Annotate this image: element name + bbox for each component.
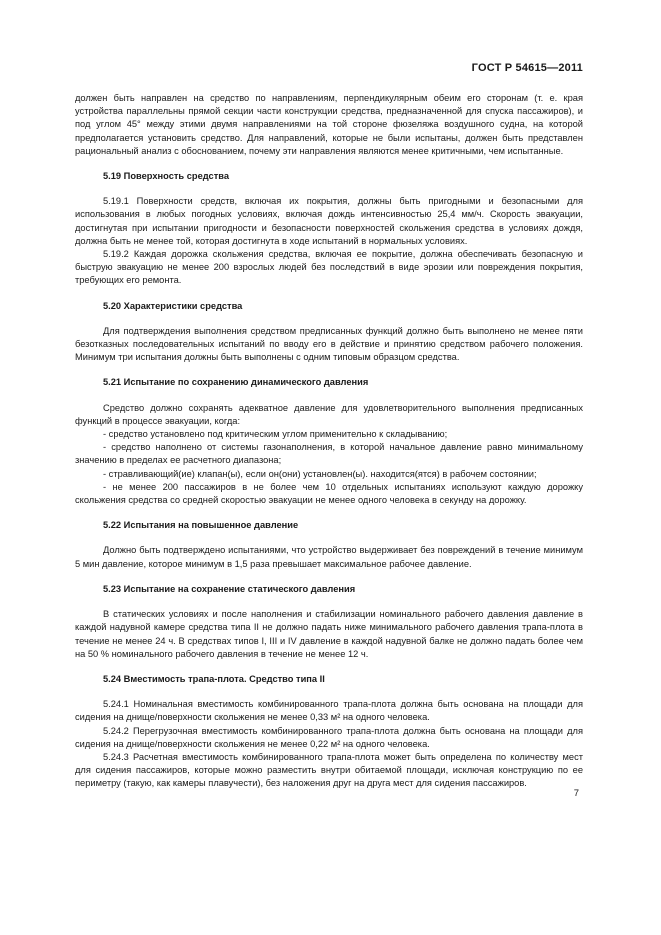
section-title: 5.21 Испытание по сохранению динамического давления — [103, 377, 369, 388]
document-body — [75, 92, 583, 791]
paragraph: 5.19.1 Поверхности средств, включая их покрытия, должны быть пригодными и безопасными для использования в любых погодных условиях, включая дождь интенсивностью 25,4 мм/ч. Скорость эвакуации, достигнутая при испытании пригодности и безопасности поверхностей скольжения средства в условиях дождя, должна быть не менее той, которая достигнута в ходе испытаний в нормальных условиях. — [75, 196, 583, 246]
paragraph: 5.24.1 Номинальная вместимость комбинированного трапа-плота должна быть основана на площади для сидения на днище/поверхности скольжения не менее 0,33 м² на одного человека. — [75, 699, 583, 723]
section-5-23 — [75, 583, 583, 661]
standard-header: ГОСТ Р 54615—2011 — [471, 62, 583, 74]
section-title: 5.20 Характеристики средства — [103, 300, 243, 311]
section-5-20 — [75, 300, 583, 365]
page-number: 7 — [573, 788, 579, 799]
section-title: 5.22 Испытания на повышенное давление — [103, 520, 299, 531]
paragraph: Должно быть подтверждено испытаниями, что устройство выдерживает без повреждений в течение минимум 5 мин давление, которое минимум в 1,5 раза превышает максимальное рабочее давление. — [75, 545, 583, 569]
list-item: - средство наполнено от системы газонаполнения, в которой начальное давление равно минимальному значению в пределах ее расчетного диапазона; — [75, 442, 583, 466]
paragraph: Для подтверждения выполнения средством предписанных функций должно быть выполнено не менее пяти безотказных последовательных испытаний по вводу его в действие и принятию средством рабочего положения. Минимум три испытания должны быть выполнены с одним типовым образцом средства. — [75, 325, 583, 363]
section-5-21 — [75, 376, 583, 507]
paragraph: 5.24.2 Перегрузочная вместимость комбинированного трапа-плота должна быть основана на площади для сидения на днище/поверхности скольжения не менее 0,22 м² на одного человека. — [75, 725, 583, 749]
paragraph: Средство должно сохранять адекватное давление для удовлетворительного выполнения предписанных функций в процессе эвакуации, когда: — [75, 402, 583, 426]
section-title: 5.19 Поверхность средства — [103, 171, 230, 182]
paragraph: 5.19.2 Каждая дорожка скольжения средства, включая ее покрытие, должна обеспечивать безопасную и быструю эвакуацию не менее 200 взрослых людей без последствий в виде эрозии или повреждения покрытия, требующих его ремонта. — [75, 249, 583, 286]
list-item: - средство установлено под критическим углом применительно к складыванию; — [103, 429, 448, 440]
intro-paragraph: должен быть направлен на средство по направлениям, перпендикулярным обеим его сторонам (т. е. края устройства параллельны прямой секции части конструкции средства, предназначенной для спуска пассажиров), и под углом 45° между этими двумя направлениями на той стороне фюзеляжа воздушного судна, на которой предполагается установить средство. Для направлений, которые не были испытаны, должен быть представлен рациональный анализ с обоснованием, почему эти направления являются менее критичными, чем испытанные. — [75, 93, 583, 156]
list-item: - стравливающий(ие) клапан(ы), если он(они) установлен(ы). находится(ятся) в рабочем состоянии; — [103, 468, 537, 479]
section-title: 5.23 Испытание на сохранение статического давления — [103, 583, 356, 594]
list-item: - не менее 200 пассажиров в не более чем 10 отдельных испытаниях используют каждую дорожку скольжения средства со средней скоростью эвакуации не менее одного человека в секунду на дорожку. — [75, 481, 583, 506]
paragraph: В статических условиях и после наполнения и стабилизации номинального рабочего давления давление в каждой надувной камере средства типа II не должно падать ниже минимального рабочего давления трапа-плота в течение не менее 24 ч. В средствах типов I, III и IV давление в каждой надувной балке не должно падать более чем на 50 % номинального рабочего давления в течение не менее 12 ч. — [75, 609, 583, 659]
paragraph: 5.24.3 Расчетная вместимость комбинированного трапа-плота может быть определена по количеству мест для сидения пассажиров, которые можно разместить внутри обитаемой площади, исключая конструкцию по ее периметру (такую, как камеры плавучести), без наложения друг на друга мест для сидения пассажиров. — [75, 751, 583, 789]
section-5-19 — [75, 170, 583, 288]
section-5-24 — [75, 673, 583, 791]
section-title: 5.24 Вместимость трапа-плота. Средство типа II — [103, 673, 325, 684]
section-5-22 — [75, 519, 583, 571]
